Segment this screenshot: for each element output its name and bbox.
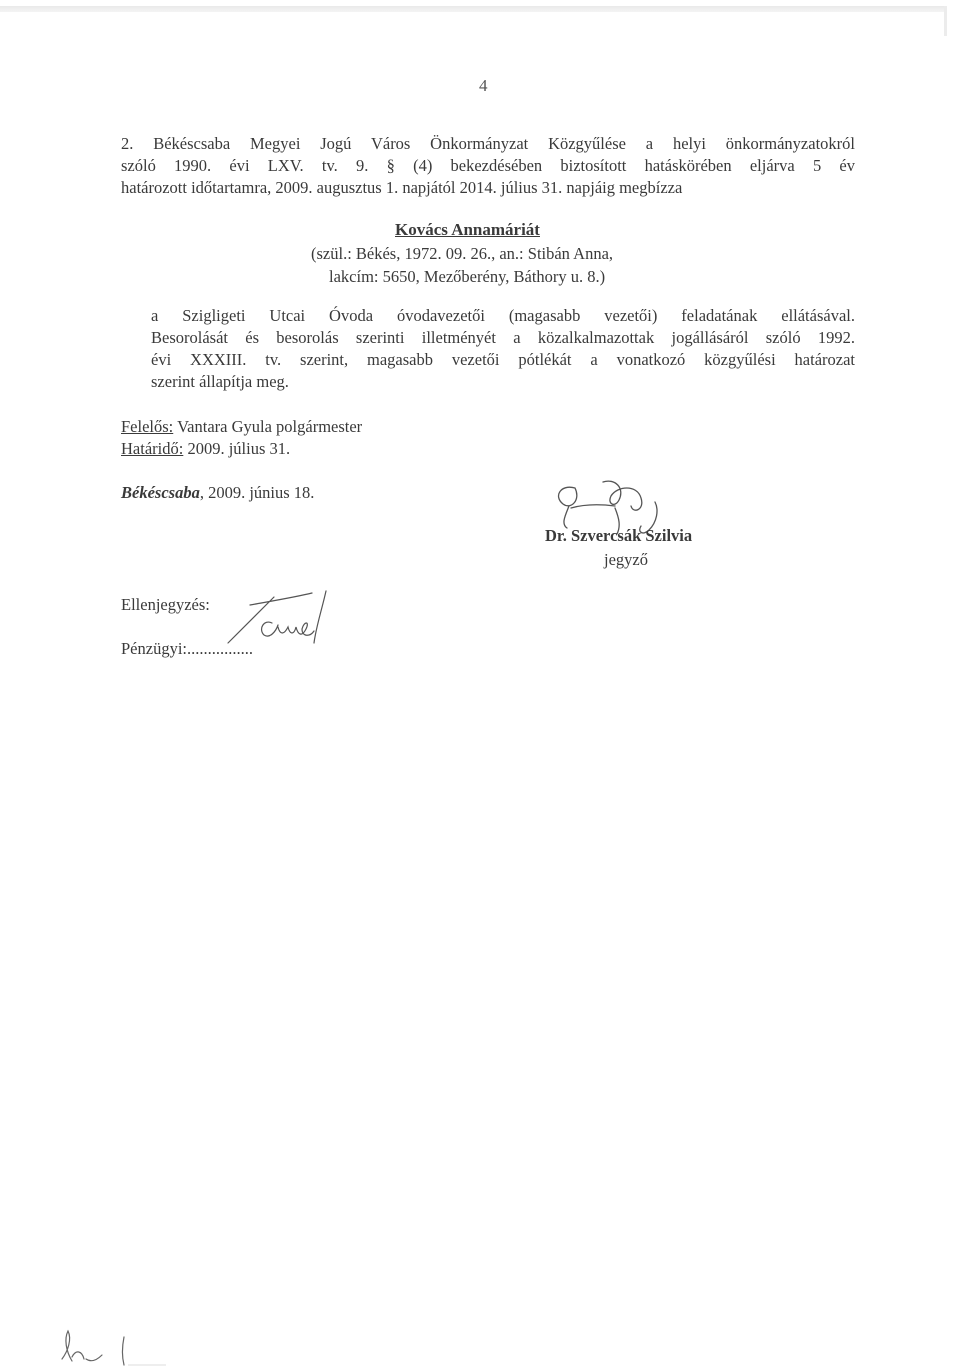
handwritten-initials	[58, 1325, 168, 1367]
countersign-label: Ellenjegyzés:	[121, 595, 210, 614]
responsible-label: Felelős:	[121, 417, 174, 436]
duties-line-3: évi XXXIII. tv. szerint, magasabb vezetői pótlékát a vonatkozó közgyűlési határozat	[151, 350, 855, 369]
paragraph-line-3: határozott időtartamra, 2009. augusztus 1. napjától 2014. július 31. napjáig megbízza	[121, 178, 683, 197]
city-name: Békéscsaba	[121, 483, 200, 502]
finance-label: Pénzügyi:	[121, 639, 187, 658]
page-number: 4	[479, 76, 488, 95]
document-date: , 2009. június 18.	[199, 483, 315, 502]
appointee-name: Kovács Annamáriát	[395, 220, 540, 239]
duties-line-1: a Szigligeti Utcai Óvoda óvodavezetői (magasabb vezetői) feladatának ellátásával.	[151, 306, 855, 325]
scan-right-edge	[944, 6, 947, 36]
duties-line-2: Besorolását és besorolás szerinti illetményét a közalkalmazottak jogállásáról szóló 1992.	[151, 328, 855, 347]
handwritten-signature-finance	[210, 585, 340, 655]
signatory-name: Dr. Szvercsák Szilvia	[545, 526, 693, 545]
responsible-line	[121, 416, 362, 438]
appointee-address: lakcím: 5650, Mezőberény, Báthory u. 8.)	[329, 267, 606, 286]
deadline-line	[121, 438, 290, 460]
deadline-value: 2009. július 31.	[183, 439, 291, 458]
finance-dots: ................	[187, 639, 253, 658]
paragraph-line-2: szóló 1990. évi LXV. tv. 9. § (4) bekezdésében biztosított hatáskörében eljárva 5 év	[121, 156, 855, 175]
scan-top-edge	[0, 6, 945, 12]
duties-line-4: szerint állapítja meg.	[151, 372, 289, 391]
deadline-label: Határidő:	[121, 439, 184, 458]
appointee-birth: (szül.: Békés, 1972. 09. 26., an.: Stibán Anna,	[311, 244, 614, 263]
paragraph-line-1: 2. Békéscsaba Megyei Jogú Város Önkormányzat Közgyűlése a helyi önkormányzatokról	[121, 134, 855, 153]
signatory-role: jegyző	[604, 550, 648, 569]
responsible-value: Vantara Gyula polgármester	[173, 417, 363, 436]
place-date-line	[121, 482, 314, 504]
